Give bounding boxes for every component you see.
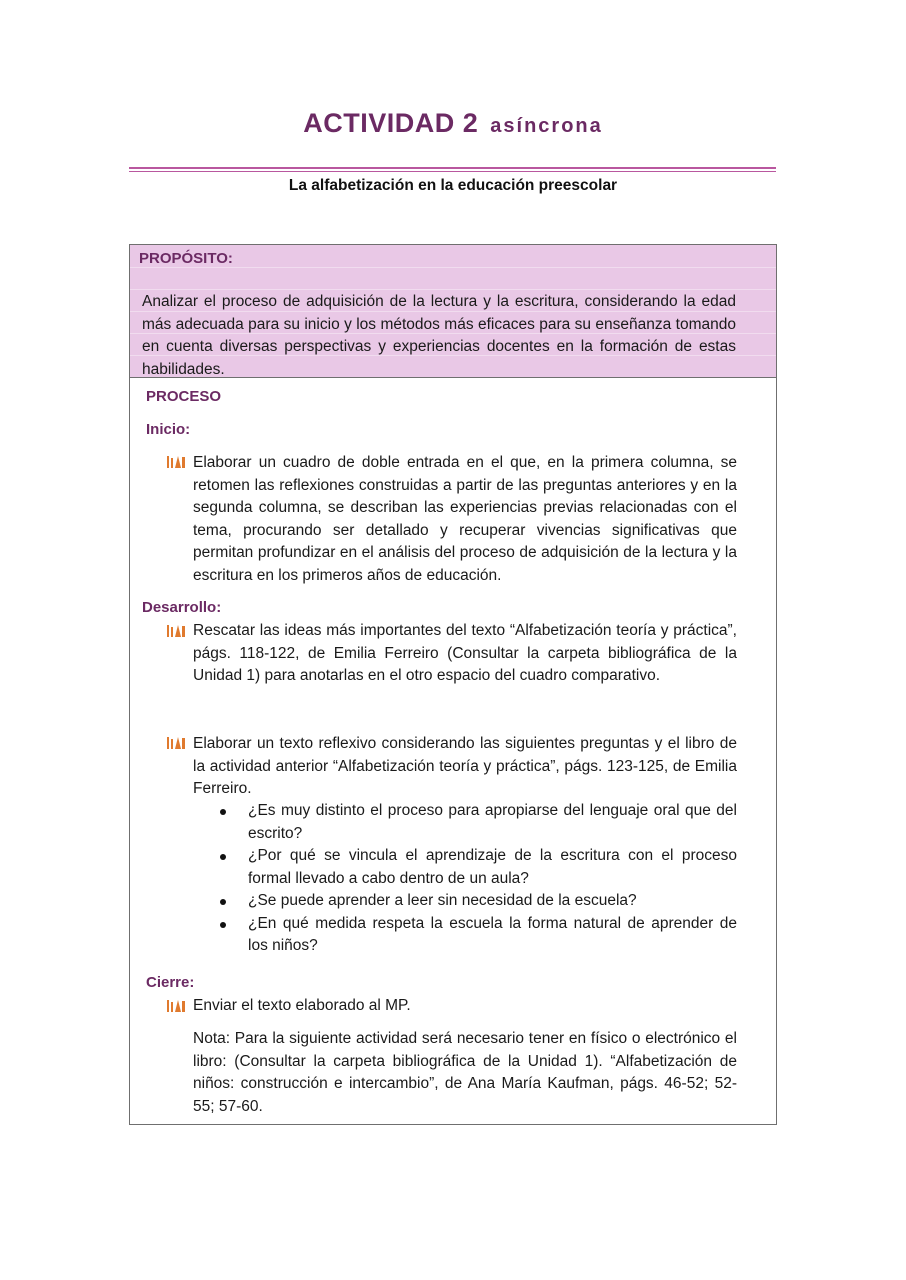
list-item: ¿Es muy distinto el proceso para apropiarse del lenguaje oral que del escrito? xyxy=(220,800,737,845)
cierre-item: Enviar el texto elaborado al MP. xyxy=(193,997,411,1014)
questions-list xyxy=(220,800,737,958)
cierre-label: Cierre: xyxy=(146,974,195,991)
row-line xyxy=(130,289,776,290)
desarrollo-label: Desarrollo: xyxy=(142,599,222,616)
divider xyxy=(129,171,776,172)
purpose-label: PROPÓSITO: xyxy=(139,250,233,267)
inicio-item: Elaborar un cuadro de doble entrada en el que, en la primera columna, se retomen las reflexiones construidas a partir de las preguntas anteriores y en la segunda columna, se describan las experiencias previas relacionadas con el tema, procurando ser detallado y recuperar vivencias significativas que permitan profundizar en el análisis del proceso de adquisición de la lectura y la escritura en los primeros años de educación. xyxy=(193,454,737,584)
bullet xyxy=(220,854,226,860)
purpose-text: Analizar el proceso de adquisición de la lectura y la escritura, considerando la edad más adecuada para su inicio y los métodos más eficaces para su enseñanza tomando en cuenta diversas perspectivas y experiencias docentes en la formación de estas habilidades. xyxy=(142,293,736,378)
bullet xyxy=(220,809,226,815)
cierre-note: Nota: Para la siguiente actividad será necesario tener en físico o electrónico el libro: (Consultar la carpeta bibliográfica de la Unidad 1). “Alfabetización de niños: construcción e intercambio”, de Ana María Kaufman, págs. 46-52; 52-55; 57-60. xyxy=(193,1030,737,1115)
bullet xyxy=(220,899,226,905)
desarrollo-item-2: Elaborar un texto reflexivo considerando las siguientes preguntas y el libro de la actividad anterior “Alfabetización teoría y práctica”, págs. 123-125, de Emilia Ferreiro. xyxy=(193,735,737,797)
title-sub: asíncrona xyxy=(490,115,603,137)
purpose-section xyxy=(130,245,776,378)
bullet xyxy=(220,922,226,928)
list-item: ¿Por qué se vincula el aprendizaje de la escritura con el proceso formal llevado a cabo dentro de un aula? xyxy=(220,845,737,890)
row-line xyxy=(130,267,776,268)
title-main: ACTIVIDAD 2 xyxy=(303,108,479,138)
process-label: PROCESO xyxy=(146,388,222,405)
list-item: ¿Se puede aprender a leer sin necesidad de la escuela? xyxy=(220,890,737,913)
divider xyxy=(129,167,776,169)
book-icon xyxy=(166,624,186,638)
list-item: ¿En qué medida respeta la escuela la forma natural de aprender de los niños? xyxy=(220,913,737,958)
inicio-label: Inicio: xyxy=(146,421,191,438)
book-icon xyxy=(166,455,186,469)
page-title xyxy=(0,108,906,139)
book-icon xyxy=(166,999,186,1013)
desarrollo-item-1: Rescatar las ideas más importantes del texto “Alfabetización teoría y práctica”, págs. 118-122, de Emilia Ferreiro (Consultar la carpeta bibliográfica de la Unidad 1) para anotarlas en el otro espacio del cuadro comparativo. xyxy=(193,622,737,684)
book-icon xyxy=(166,736,186,750)
activity-box xyxy=(129,244,777,1125)
page-subtitle: La alfabetización en la educación preescolar xyxy=(288,177,618,194)
